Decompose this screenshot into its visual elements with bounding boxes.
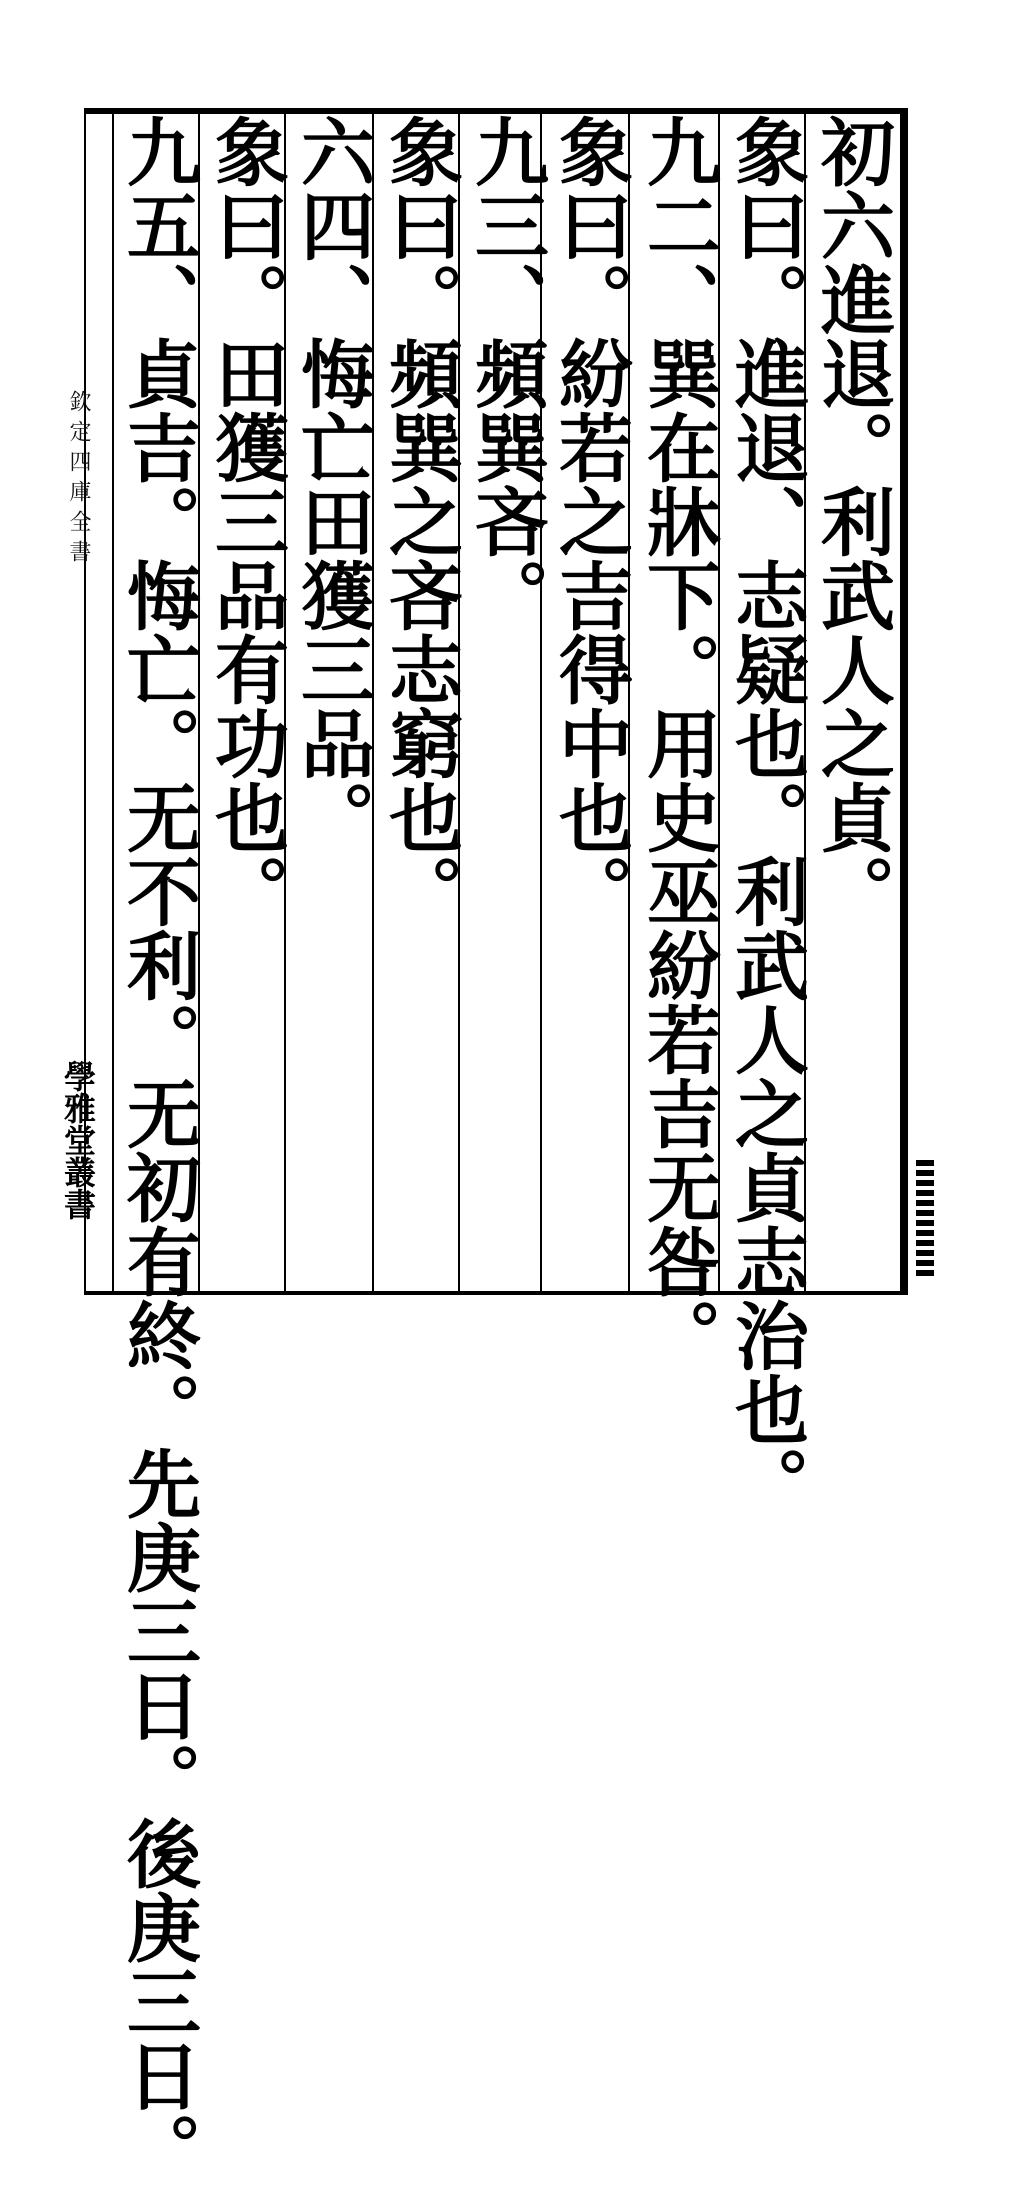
text-column-1: 初六進退。利武人之貞。 — [809, 114, 895, 928]
column-rule — [112, 112, 114, 1292]
text-column-2: 象曰。進退、志疑也。利武人之貞志治也。 — [723, 114, 809, 1520]
text-column-9: 九五、貞吉。悔亡。无不利。无初有終。先庚三日。後庚三日。 — [115, 114, 201, 2186]
text-column-4: 象曰。紛若之吉得中也。 — [547, 114, 633, 928]
page-edge-mark — [916, 1160, 934, 1280]
text-column-6: 象曰。頻巽之吝志窮也。 — [377, 114, 463, 928]
text-column-8: 象曰。田獲三品有功也。 — [203, 114, 289, 928]
margin-side-text: 欽定四庫全書 — [66, 390, 91, 570]
text-column-5: 九三、頻巽吝。 — [463, 114, 549, 632]
text-column-3: 九二、巽在牀下。用史巫紛若吉无咎。 — [635, 114, 721, 1372]
text-column-7: 六四、悔亡田獲三品。 — [289, 114, 375, 854]
margin-bottom-text: 學雅堂叢書 — [59, 1060, 97, 1220]
